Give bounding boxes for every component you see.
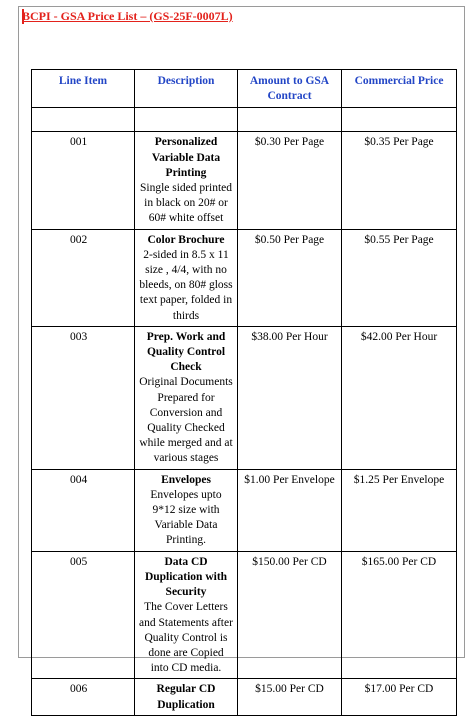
item-name: Data CD Duplication with Security — [144, 555, 228, 599]
item-name: Regular CD Duplication — [156, 683, 216, 711]
line-item-cell: 003 — [32, 326, 135, 469]
line-item-cell: 001 — [32, 132, 135, 229]
description-cell — [135, 551, 238, 679]
commercial-price-cell: $42.00 Per Hour — [342, 326, 457, 469]
spacer-cell — [342, 108, 457, 132]
description-cell — [135, 229, 238, 326]
line-item-cell: 005 — [32, 551, 135, 679]
description-cell — [135, 132, 238, 229]
item-details: Envelopes upto 9*12 size with Variable Data Printing. — [150, 488, 222, 547]
commercial-price-cell: $1.25 Per Envelope — [342, 469, 457, 551]
item-details: Single sided printed in black on 20# or 60# white offset — [140, 182, 232, 225]
item-details: The Cover Letters and Statements after Quality Control is done are Copied into CD media. — [139, 601, 233, 675]
gsa-price-cell: $0.50 Per Page — [238, 229, 342, 326]
spacer-cell — [32, 108, 135, 132]
table-row — [32, 551, 457, 679]
commercial-price-cell: $0.55 Per Page — [342, 229, 457, 326]
item-name: Prep. Work and Quality Control Check — [146, 330, 226, 374]
line-item-cell: 006 — [32, 679, 135, 715]
document-title: BCPI - GSA Price List – (GS-25F-0007L) — [22, 9, 233, 23]
spacer-cell — [135, 108, 238, 132]
header-line-item: Line Item — [32, 70, 135, 108]
commercial-price-cell: $0.35 Per Page — [342, 132, 457, 229]
table-row — [32, 469, 457, 551]
table-row — [32, 326, 457, 469]
description-cell — [135, 469, 238, 551]
table-row — [32, 132, 457, 229]
item-name: Envelopes — [161, 473, 211, 486]
gsa-price-cell: $15.00 Per CD — [238, 679, 342, 715]
price-table — [31, 69, 457, 716]
header-description: Description — [135, 70, 238, 108]
table-spacer-row — [32, 108, 457, 132]
commercial-price-cell: $17.00 Per CD — [342, 679, 457, 715]
table-row — [32, 229, 457, 326]
item-name: Personalized Variable Data Printing — [151, 136, 221, 179]
description-cell — [135, 679, 238, 715]
gsa-price-cell: $0.30 Per Page — [238, 132, 342, 229]
line-item-cell: 004 — [32, 469, 135, 551]
header-commercial-price: Commercial Price — [342, 70, 457, 108]
gsa-price-cell: $1.00 Per Envelope — [238, 469, 342, 551]
item-details: 2-sided in 8.5 x 11 size , 4/4, with no bleeds, on 80# gloss text paper, folded in thirds — [139, 248, 233, 322]
spacer-cell — [238, 108, 342, 132]
gsa-price-cell: $38.00 Per Hour — [238, 326, 342, 469]
item-name: Color Brochure — [147, 233, 225, 246]
table-row — [32, 679, 457, 715]
description-cell — [135, 326, 238, 469]
header-gsa-price: Amount to GSA Contract — [238, 70, 342, 108]
line-item-cell: 002 — [32, 229, 135, 326]
gsa-price-cell: $150.00 Per CD — [238, 551, 342, 679]
table-header-row — [32, 70, 457, 108]
item-details: Original Documents Prepared for Conversion and Quality Checked while merged and at various stages — [139, 376, 233, 465]
commercial-price-cell: $165.00 Per CD — [342, 551, 457, 679]
